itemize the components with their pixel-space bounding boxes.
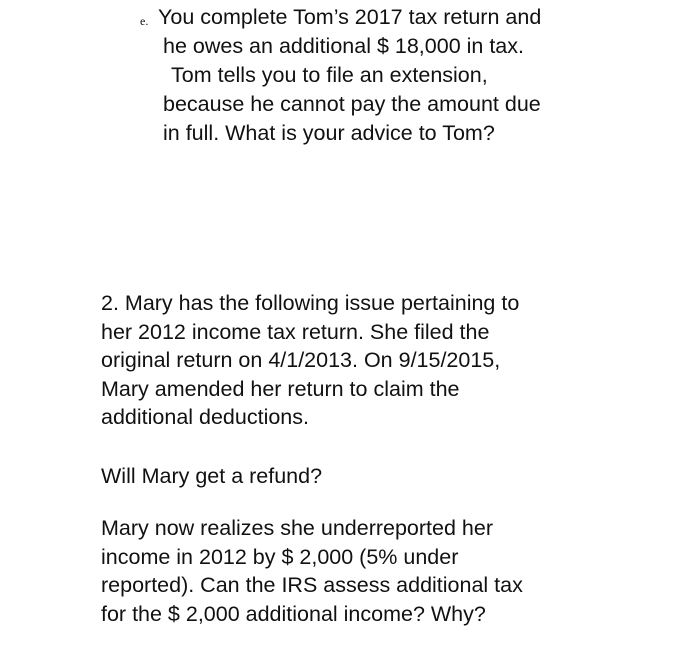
- question-e-line-2: he owes an additional $ 18,000 in tax.: [163, 34, 524, 58]
- question-2-paragraph-1: [101, 289, 519, 432]
- question-e-line-3: Tom tells you to file an extension,: [171, 63, 488, 87]
- question-2-paragraph-3: [101, 514, 523, 628]
- question-e-line-1: You complete Tom’s 2017 tax return and: [158, 5, 542, 29]
- question-2-line-1: 2. Mary has the following issue pertaining to: [101, 291, 520, 315]
- question-2-p3-line-1: Mary now realizes she underreported her: [101, 516, 493, 540]
- question-2-p3-line-2: income in 2012 by $ 2,000 (5% under: [101, 544, 459, 569]
- question-2-line-3: original return on 4/1/2013. On 9/15/2015,: [101, 348, 501, 372]
- question-2-line-4: Mary amended her return to claim the: [101, 376, 460, 401]
- question-2-line-2: her 2012 income tax return. She filed the: [101, 319, 490, 344]
- question-2-p3-line-4: for the $ 2,000 additional income? Why?: [101, 601, 486, 626]
- question-2-p3-line-3: reported). Can the IRS assess additional tax: [101, 573, 523, 597]
- question-e-line-5: in full. What is your advice to Tom?: [163, 121, 495, 145]
- question-2-paragraph-2: [101, 462, 322, 491]
- question-e-line-4: because he cannot pay the amount due: [163, 92, 541, 116]
- question-2-refund-question: Will Mary get a refund?: [101, 464, 323, 488]
- question-2-line-5: additional deductions.: [101, 405, 309, 429]
- question-e-marker: e.: [140, 14, 149, 28]
